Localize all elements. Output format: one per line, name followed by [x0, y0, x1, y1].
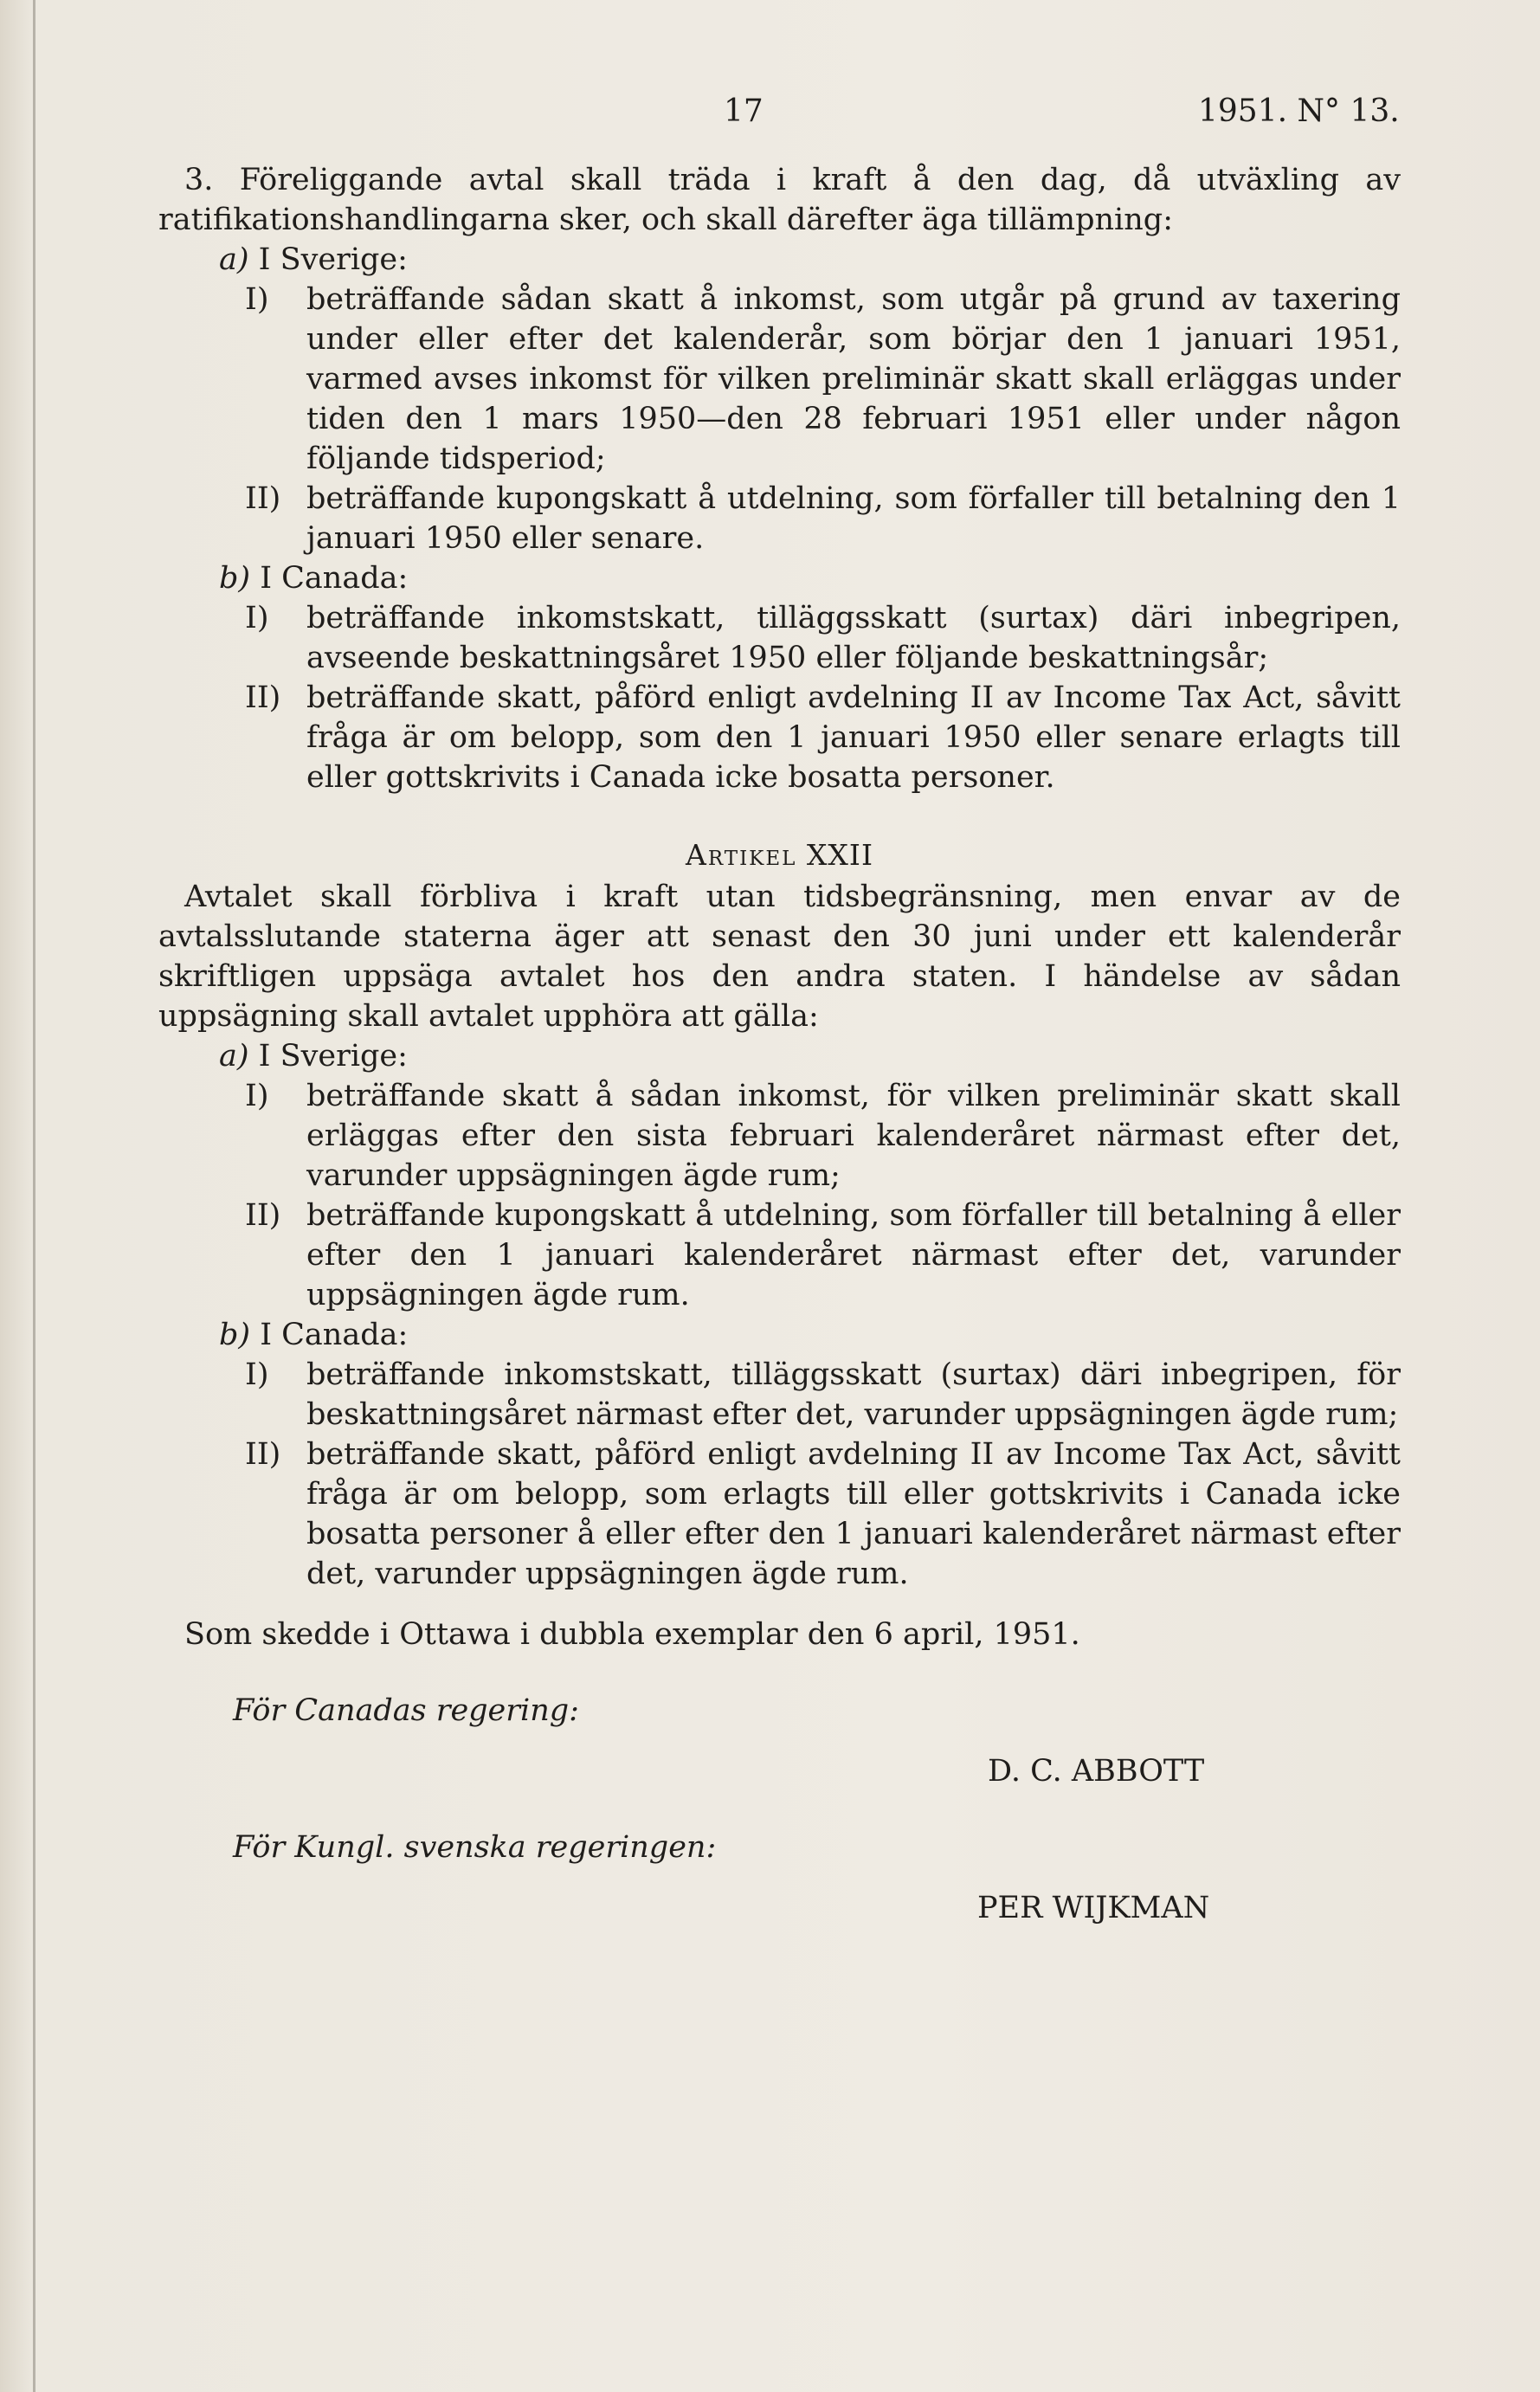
list-title: I Sverige: [258, 1039, 408, 1073]
list-label: b) [219, 561, 251, 596]
signature-canada-label-row [158, 1691, 1401, 1731]
signature-canada-label: För Canadas regering: [233, 1693, 579, 1728]
list-item [158, 1435, 1401, 1594]
item-number: II) [245, 680, 281, 715]
section-3-sweden-heading [219, 240, 1401, 280]
document-reference: 1951. N° 13. [1198, 93, 1400, 129]
item-number: I) [245, 282, 269, 317]
signature-canada-name-row [158, 1751, 1401, 1791]
list-item [158, 678, 1401, 797]
item-text: beträffande inkomstskatt, tilläggsskatt (surtax) däri inbegripen, för beskattningsåret närmast efter det, varunder uppsägningen ägde rum; [306, 1357, 1401, 1432]
page-number: 17 [724, 93, 764, 129]
item-text: beträffande inkomstskatt, tilläggsskatt (surtax) däri inbegripen, avseende beskattningsåret 1950 eller följande beskattningsår; [306, 601, 1401, 675]
document-body [158, 160, 1401, 1928]
item-text: beträffande kupongskatt å utdelning, som förfaller till betalning den 1 januari 1950 eller senare. [306, 481, 1401, 556]
signature-sweden-label: För Kungl. svenska regeringen: [233, 1830, 717, 1865]
signature-sweden-name: PER WIJKMAN [977, 1891, 1210, 1925]
closing-statement: Som skedde i Ottawa i dubbla exemplar den 6 april, 1951. [184, 1617, 1080, 1652]
signature-sweden-label-row [158, 1828, 1401, 1867]
list-title: I Canada: [260, 1318, 409, 1352]
section-3-canada-heading [219, 558, 1401, 598]
list-label: a) [219, 242, 249, 277]
item-number: II) [245, 1198, 281, 1233]
list-label: a) [219, 1039, 249, 1073]
list-item [158, 280, 1401, 479]
item-text: beträffande kupongskatt å utdelning, som förfaller till betalning å eller efter den 1 januari kalenderåret närmast efter det, varunder uppsägningen ägde rum. [306, 1198, 1401, 1312]
list-title: I Canada: [260, 561, 409, 596]
item-number: I) [245, 1357, 269, 1392]
list-label: b) [219, 1318, 251, 1352]
item-text: beträffande skatt, påförd enligt avdelning II av Income Tax Act, såvitt fråga är om belopp, som den 1 januari 1950 eller senare erlagts till eller gottskrivits i Canada icke bosatta personer. [306, 680, 1401, 795]
list-item [158, 1355, 1401, 1435]
page-edge-shadow [33, 0, 35, 2392]
article-heading [158, 835, 1401, 875]
article-sweden-heading [219, 1036, 1401, 1076]
item-number: I) [245, 1079, 269, 1113]
item-text: beträffande skatt, påförd enligt avdelning II av Income Tax Act, såvitt fråga är om belopp, som erlagts till eller gottskrivits i Canada icke bosatta personer å eller efter den 1 januari kalenderåret närmast efter det, varunder uppsägningen ägde rum. [306, 1437, 1401, 1591]
signature-sweden-name-row [158, 1888, 1401, 1928]
list-item [158, 479, 1401, 558]
article-intro: Avtalet skall förbliva i kraft utan tidsbegränsning, men envar av de avtalsslutande staterna äger att senast den 30 juni under ett kalenderår skriftligen uppsäga avtalet hos den andra staten. I händelse av sådan uppsägning skall avtalet upphöra att gälla: [158, 880, 1401, 1034]
item-number: I) [245, 601, 269, 635]
list-item [158, 598, 1401, 678]
list-item [158, 1076, 1401, 1196]
item-text: beträffande skatt å sådan inkomst, för vilken preliminär skatt skall erläggas efter den sista februari kalenderåret närmast efter det, varunder uppsägningen ägde rum; [306, 1079, 1401, 1193]
section-3-intro: 3. Föreliggande avtal skall träda i kraft å den dag, då utväxling av ratifikationshandlingarna sker, och skall därefter äga tillämpning: [158, 163, 1401, 237]
signature-canada-name: D. C. ABBOTT [988, 1754, 1205, 1789]
article-heading-word: Artikel [686, 838, 797, 872]
list-item [158, 1196, 1401, 1315]
list-title: I Sverige: [258, 242, 408, 277]
article-heading-number: XXII [806, 838, 873, 872]
item-text: beträffande sådan skatt å inkomst, som utgår på grund av taxering under eller efter det kalenderår, som börjar den 1 januari 1951, varmed avses inkomst för vilken preliminär skatt skall erläggas under tiden den 1 mars 1950—den 28 februari 1951 eller under någon följande tidsperiod; [306, 282, 1401, 476]
item-number: II) [245, 1437, 281, 1472]
item-number: II) [245, 481, 281, 516]
article-canada-heading [219, 1315, 1401, 1355]
